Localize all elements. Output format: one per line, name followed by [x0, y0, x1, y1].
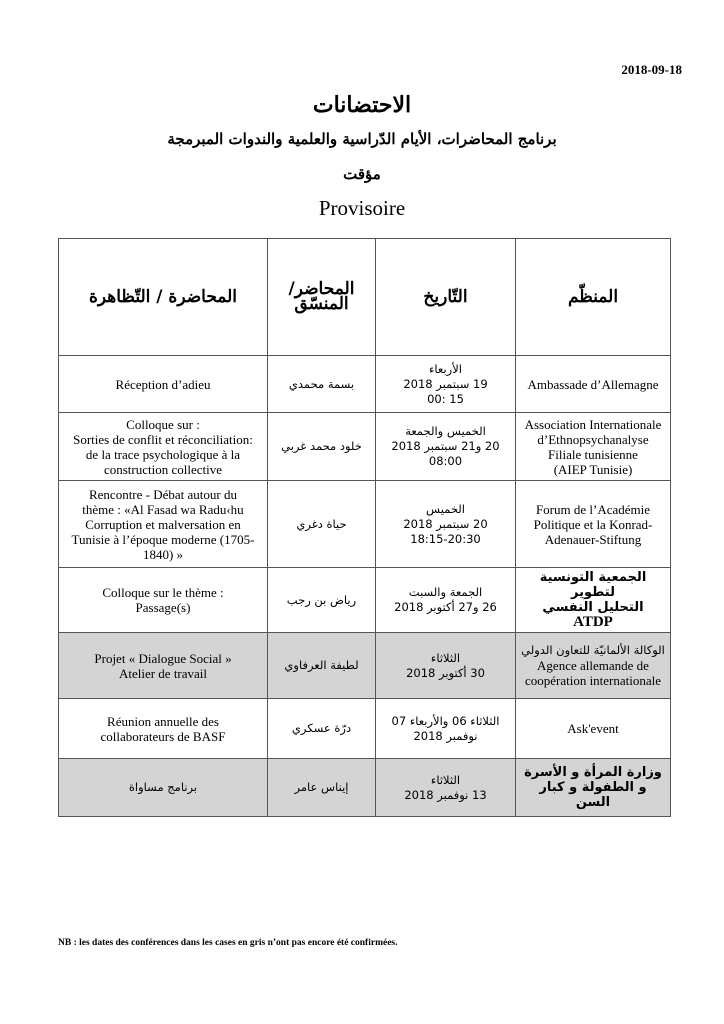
lecture-line: Rencontre - Débat autour du [88, 486, 237, 502]
organizer-line: Agence allemande de [537, 658, 649, 673]
speaker-cell: خلود محمد غربي [268, 413, 376, 481]
lecture-cell [59, 413, 268, 481]
date-line: الأربعاء [429, 361, 462, 376]
page-subtitle: برنامج المحاضرات، الأيام الدّراسية والعلمية والندوات المبرمجة [167, 130, 557, 148]
date-line: 30 أكتوبر 2018 [406, 665, 485, 680]
lecture-line: Passage(s) [135, 600, 191, 615]
speaker-cell: درّة عسكري [268, 699, 376, 759]
organizer-cell [516, 759, 671, 817]
lecture-cell [59, 356, 268, 413]
date-line: 08:00 [428, 454, 463, 468]
table-row [59, 356, 671, 413]
lecture-cell [59, 481, 268, 568]
date-line: 20 و21 سبتمبر 2018 [391, 439, 500, 453]
lecture-line: Atelier de travail [118, 665, 208, 681]
table-row [59, 481, 671, 568]
organizer-line: d’Ethnopsychanalyse [537, 431, 649, 447]
organizer-line: Ask'event [567, 721, 619, 736]
table-header-row [59, 239, 671, 356]
organizer-line: وزارة المرأة و الأسرة [524, 765, 662, 780]
date-cell [376, 356, 516, 413]
organizer-cell [516, 356, 671, 413]
date-line: 20 سبتمبر 2018 [403, 516, 488, 531]
lecture-cell [59, 568, 268, 633]
date-cell [376, 568, 516, 633]
organizer-line: التحليل النفسي [542, 600, 644, 615]
table-row [59, 413, 671, 481]
date-line: 18:15-20:30 [410, 531, 481, 546]
date-line: الخميس والجمعة [405, 424, 486, 438]
lecture-cell: برنامج مساواة [59, 759, 268, 817]
lecture-line: Réunion annuelle des [107, 713, 219, 729]
program-table [58, 238, 671, 817]
page-title: الاحتضانات [312, 92, 412, 118]
date-line: 15 :00 [427, 391, 464, 406]
date-line: 26 و27 أكتوبر 2018 [394, 600, 497, 614]
organizer-line: Filiale tunisienne [548, 446, 638, 462]
date-cell [376, 759, 516, 817]
lecture-cell [59, 633, 268, 699]
table-row [59, 699, 671, 759]
lecture-line: Tunisie à l’époque moderne (1705- [71, 531, 255, 547]
date-line: الجمعة والسبت [408, 585, 483, 599]
lecture-line: Colloque sur le thème : [102, 585, 224, 600]
lecture-line: construction collective [103, 461, 223, 477]
organizer-line: Association Internationale [524, 416, 662, 432]
lecture-line: Corruption et malversation en [85, 516, 241, 532]
date-line: الثلاثاء [430, 650, 461, 665]
lecture-line: thème : «Al Fasad wa Radu‹hu [82, 501, 244, 517]
lecture-line: de la trace psychologique à la [85, 446, 241, 462]
date-cell [376, 699, 516, 759]
lecture-line: Sorties de conflit et réconciliation: [73, 431, 253, 447]
date-line: الثلاثاء [430, 772, 461, 787]
table-row [59, 568, 671, 633]
speaker-cell: بسمة محمدي [268, 356, 376, 413]
lecture-line: Réception d’adieu [115, 376, 211, 392]
speaker-cell: رياض بن رجب [268, 568, 376, 633]
organizer-line: Politique et la Konrad- [533, 516, 653, 532]
date-line: 19 سبتمبر 2018 [403, 376, 488, 391]
organizer-cell [516, 481, 671, 568]
organizer-line: Adenauer-Stiftung [544, 531, 642, 547]
speaker-cell: حياة دغري [268, 481, 376, 568]
temporary-label: مؤقت [343, 165, 381, 183]
lecture-line: Projet « Dialogue Social » [94, 650, 232, 666]
document-date: 2018-09-18 [621, 62, 682, 77]
header-organizer: المنظّم [516, 239, 671, 356]
table-row [59, 759, 671, 817]
table-row [59, 633, 671, 699]
speaker-cell: لطيفة العرفاوي [268, 633, 376, 699]
organizer-line: (AIEP Tunisie) [553, 461, 633, 477]
footnote: NB : les dates des conférences dans les cases en gris n’ont pas encore été confirmées. [58, 938, 398, 948]
lecture-line: 1840) » [142, 546, 184, 562]
organizer-acronym: ATDP [573, 614, 613, 630]
date-line: الخميس [426, 501, 465, 516]
organizer-line: الجمعية التونسية لتطوير [539, 570, 647, 600]
organizer-cell [516, 568, 671, 633]
date-cell [376, 633, 516, 699]
header-speaker: المحاضر/ المنسّق [268, 239, 376, 356]
lecture-line: Colloque sur : [126, 416, 200, 432]
organizer-cell [516, 633, 671, 699]
organizer-cell [516, 413, 671, 481]
organizer-line: و الطفولة و كبار السن [539, 780, 647, 810]
header-date: التّاريخ [376, 239, 516, 356]
date-line: 13 نوفمبر 2018 [404, 787, 487, 802]
organizer-cell [516, 699, 671, 759]
lecture-cell [59, 699, 268, 759]
speaker-cell: إيناس عامر [268, 759, 376, 817]
header-lecture: المحاضرة / التّظاهرة [59, 239, 268, 356]
organizer-line: الوكالة الألمانيّة للتعاون الدولي [521, 643, 665, 657]
provisional-label: Provisoire [318, 196, 406, 220]
date-line: نوفمبر 2018 [413, 728, 478, 743]
date-cell [376, 413, 516, 481]
organizer-line: Forum de l’Académie [535, 501, 651, 517]
organizer-line: Ambassade d’Allemagne [527, 376, 659, 392]
date-line: الثلاثاء 06 والأربعاء 07 [391, 713, 500, 728]
date-cell [376, 481, 516, 568]
organizer-line: coopération internationale [524, 673, 662, 688]
lecture-line: collaborateurs de BASF [100, 728, 226, 744]
